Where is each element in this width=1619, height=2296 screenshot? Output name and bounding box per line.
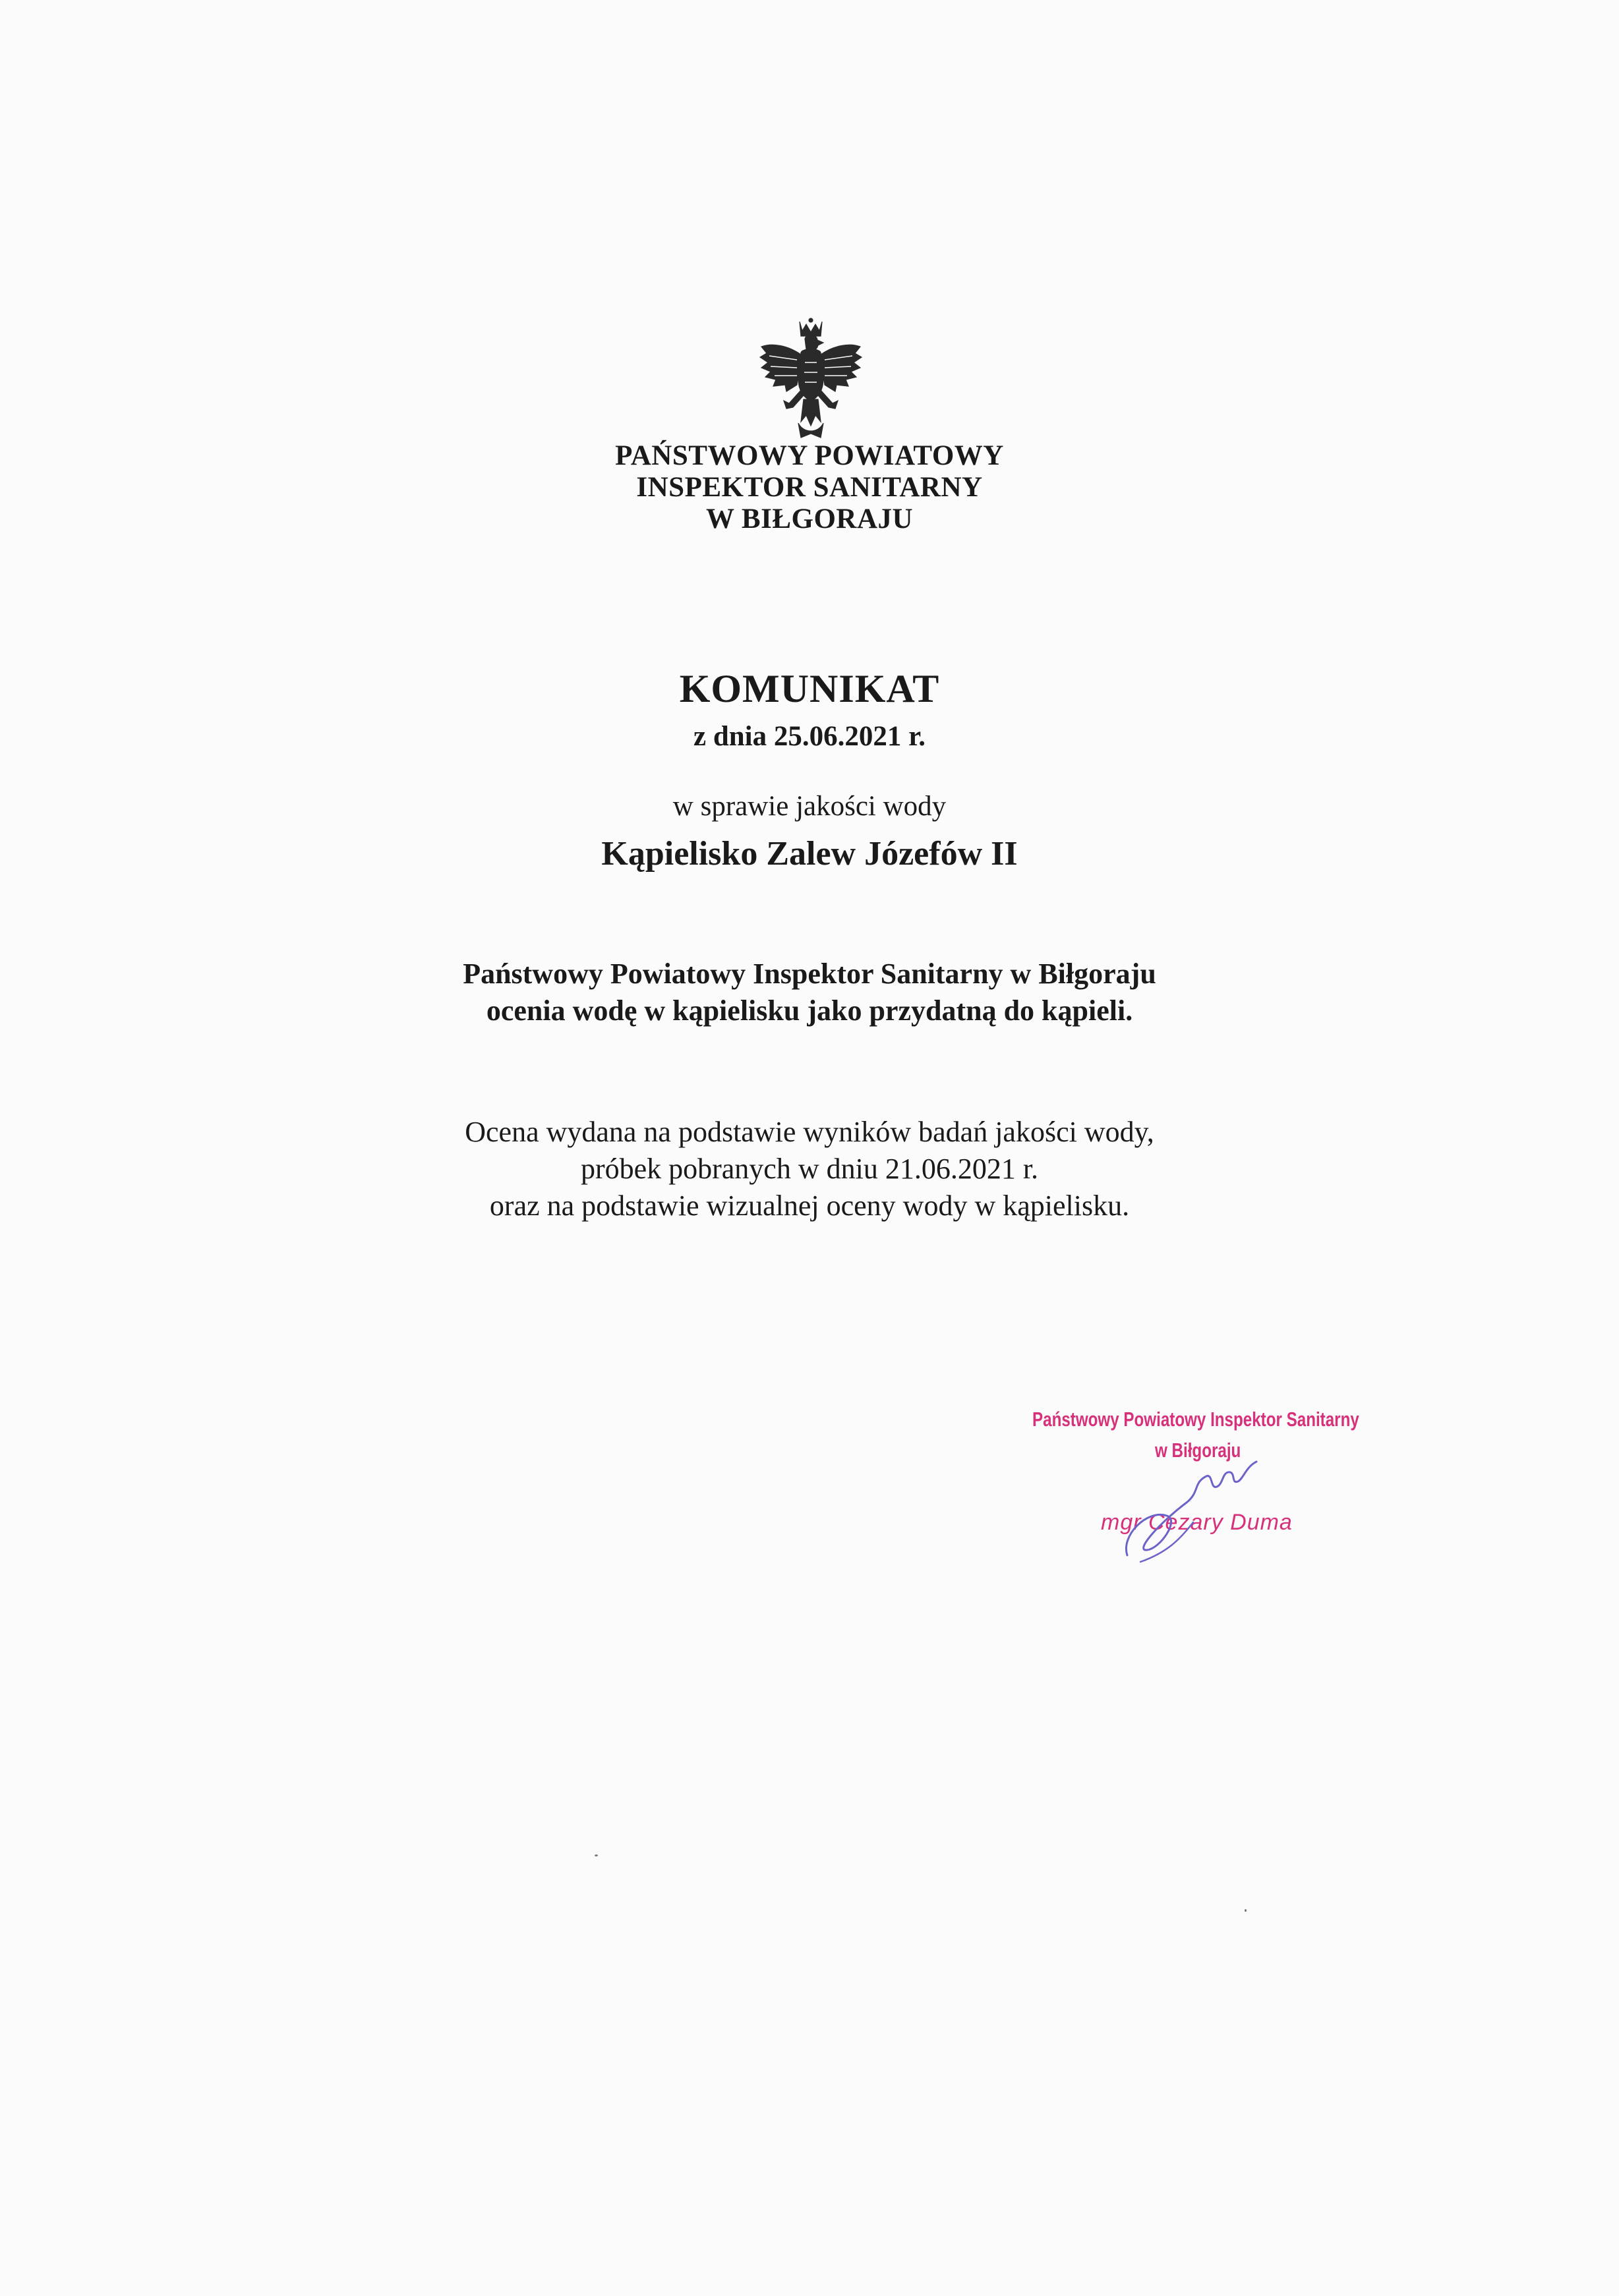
stamp-city: w Biłgoraju [1155,1439,1241,1462]
basis-line: oraz na podstawie wizualnej oceny wody w kąpielisku. [489,1190,1130,1222]
assessment-basis [0,1114,1619,1224]
scan-speck [1245,1909,1247,1912]
document-title: KOMUNIKAT [679,667,940,710]
assessment-statement [0,956,1619,1029]
scan-speck [595,1854,598,1856]
stamp-signatory-name: mgr Cezary Duma [1101,1510,1293,1535]
authority-line: W BIŁGORAJU [705,503,914,534]
bathing-site-name: Kąpielisko Zalew Józefów II [601,835,1018,873]
subject-intro: w sprawie jakości wody [672,791,947,822]
assessment-line: ocenia wodę w kąpielisku jako przydatną do kąpieli. [486,994,1133,1027]
basis-line: próbek pobranych w dniu 21.06.2021 r. [580,1153,1039,1185]
authority-line: PAŃSTWOWY POWIATOWY [615,440,1004,471]
polish-eagle-emblem-icon [755,316,867,442]
document-date: z dnia 25.06.2021 r. [693,721,926,752]
basis-line: Ocena wydana na podstawie wyników badań jakości wody, [465,1116,1154,1148]
assessment-line: Państwowy Powiatowy Inspektor Sanitarny w Biłgoraju [463,958,1156,990]
handwritten-signature-icon [1094,1423,1305,1582]
authority-line: INSPEKTOR SANITARNY [636,472,983,503]
stamp-authority: Państwowy Powiatowy Inspektor Sanitarny [1032,1408,1359,1431]
issuing-authority [0,440,1619,535]
